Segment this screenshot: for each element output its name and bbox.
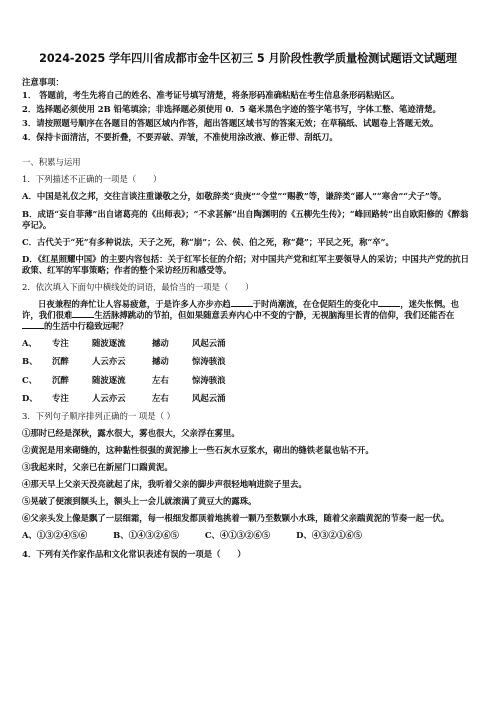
option-word: 撼动 <box>152 338 169 349</box>
option-a <box>22 191 474 202</box>
option-row <box>22 393 474 404</box>
option-row <box>22 356 474 367</box>
option-label: C、 <box>22 374 38 385</box>
question-2 <box>22 282 474 404</box>
option-word: 专注 <box>52 392 69 403</box>
sentence-item: ③我起来时，父亲已在新屋门口踹黄泥。 <box>22 462 173 473</box>
question-stem: 3．下列句子顺序排列正确的一 项是（ ） <box>22 410 176 421</box>
option-word: 左右 <box>152 374 169 385</box>
note-item: 4．保持卡面清洁，不要折叠，不要弄破、弄皱，不准使用涂改液、修正带、刮纸刀。 <box>22 132 338 143</box>
sentence-item: ④那天早上父亲天没亮就起了床，我听着父亲的脚步声很轻地响进院子里去。 <box>22 479 307 490</box>
option-text: 古代关于“死”有多种说法，天子之死，称“崩”；公、侯、伯之死，称“薨”；平民之死，称“卒”。 <box>37 236 394 247</box>
question-passage <box>22 299 474 332</box>
question-1 <box>22 174 474 276</box>
option-word: 随波逐流 <box>92 374 126 385</box>
option-label: B． <box>22 208 38 219</box>
fill-blank <box>72 310 94 318</box>
option-word: 沉醉 <box>52 374 69 385</box>
question-4 <box>22 549 474 560</box>
option-text: 中国是礼仪之邦，交往言谈注重谦敬之分，如敬辞类“贵庚”“令堂”“赐教”等，谦辞类“鄙人”“寒舍”“犬子”等。 <box>36 191 447 202</box>
question-stem: 4．下列有关作家作品和文化常识表述有误的一项是（ ） <box>22 548 246 559</box>
option-word: 左右 <box>152 392 169 403</box>
page-title: 2024-2025 学年四川省成都市金牛区初三 5 月阶段性教学质量检测试题语文试题理 <box>39 52 457 65</box>
notes-heading: 注意事项： <box>22 76 64 87</box>
option-c <box>22 237 474 248</box>
option-word: 惊涛骇浪 <box>192 356 226 367</box>
passage-text: ，迷失怅惘。也许，我们很难 <box>22 299 459 321</box>
passage-text: 生活脉搏跳动的节拍，但如果随意丢弃内心中不变的宁静，无视脑海里长青的信仰，我们还能否在 <box>94 310 455 321</box>
option-label: D、 <box>22 392 38 403</box>
option-text: 《红星照耀中国》的主要内容包括：关于红军长征的介绍；对中国共产党和红军主要领导人的采访；中国共产党的抗日政策、红军的军事策略；作者的整个采访经历和感受等。 <box>22 253 469 275</box>
question-3 <box>22 411 474 542</box>
note-item: 3．请按照题号顺序在各题目的答题区域内作答，超出答题区域书写的答案无效；在草稿纸、试题卷上答题无效。 <box>22 118 439 129</box>
answer-option: C、④①③②⑥⑤ <box>204 530 271 541</box>
question-stem: 1．下列描述不正确的一项是（ ） <box>22 174 162 185</box>
option-word: 撼动 <box>152 356 169 367</box>
option-word: 人云亦云 <box>92 356 126 367</box>
option-word: 专注 <box>52 338 69 349</box>
answer-option: B、①④③②⑥⑤ <box>113 530 179 541</box>
option-row <box>22 375 474 386</box>
option-word: 惊涛骇浪 <box>192 374 226 385</box>
option-text: 成语“妄自菲薄”出自诸葛亮的《出师表》；“不求甚解”出自陶渊明的《五柳先生传》；“峰回路转”出自欧阳修的《醉翁亭记》。 <box>22 208 469 230</box>
fill-blank <box>231 299 253 307</box>
option-word: 人云亦云 <box>92 392 126 403</box>
answer-option: A、①③②④⑤⑥ <box>22 530 88 541</box>
passage-text: 日夜兼程的奔忙让人容易疲惫，于是许多人亦步亦趋 <box>38 299 231 310</box>
passage-text: 的生活中行稳致远呢？ <box>44 321 128 332</box>
option-word: 随波逐流 <box>92 338 126 349</box>
option-label: A． <box>22 191 37 202</box>
fill-blank <box>378 299 400 307</box>
notes-block <box>22 77 474 143</box>
sentence-item: ①那时已经是深秋，露水很大，雾也很大，父亲浮在雾里。 <box>22 427 240 438</box>
option-label: D． <box>22 253 38 264</box>
option-word: 沉醉 <box>52 356 69 367</box>
option-label: B、 <box>22 356 38 367</box>
option-word: 风起云涌 <box>192 338 226 349</box>
option-d <box>22 254 474 276</box>
sentence-item: ②黄泥是用来砌缝的，这种黏性很强的黄泥掺上一些石灰水豆浆水，砌出的缝铁老鼠也钻不开。 <box>22 444 374 455</box>
option-label: A、 <box>22 338 37 349</box>
fill-blank <box>22 321 44 329</box>
note-item: 2．选择题必须使用 2B 铅笔填涂；非选择题必须使用 0．5 毫米黑色字迹的签字笔书写，字体工整、笔迹清楚。 <box>22 103 441 114</box>
question-stem: 2．依次填入下面句中横线处的词语，最恰当的一项是（ ） <box>22 282 254 292</box>
option-b <box>22 209 474 231</box>
option-row <box>22 338 474 349</box>
option-word: 风起云涌 <box>192 392 226 403</box>
sentence-item: ⑥父亲头发上像是飘了一层细霜，每一根细发都顶着地挑着一颗乃至数颗小水珠，随着父亲踹黄泥的节奏一起一伏。 <box>22 513 450 524</box>
answer-option: D、④③②①⑥⑤ <box>296 530 363 541</box>
sentence-item: ⑤晃破了便滚到额头上，额头上一会儿就滚满了黄豆大的露珠。 <box>22 496 257 507</box>
section-heading: 一、积累与运用 <box>22 157 81 168</box>
option-label: C． <box>22 236 38 247</box>
answer-row <box>22 530 474 541</box>
passage-text: 于时尚潮流，在仓促陌生的变化中 <box>252 299 379 310</box>
note-item: 1． 答题前，考生先将自己的姓名、准考证号填写清楚，将条形码准确粘贴在考生信息条形码粘贴区。 <box>22 89 400 100</box>
